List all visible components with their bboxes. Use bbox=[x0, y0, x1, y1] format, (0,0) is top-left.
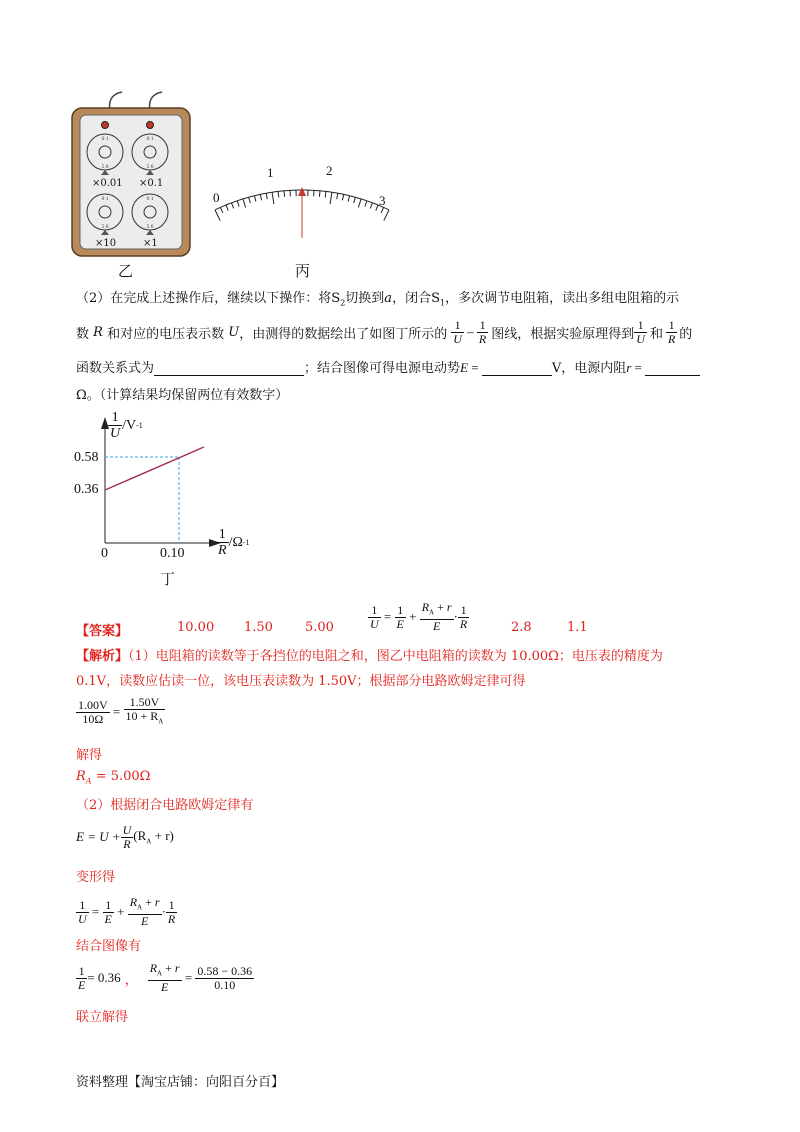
answer-value-4: 2.8 bbox=[511, 620, 532, 635]
x-tick-010: 0.10 bbox=[160, 546, 185, 561]
y-tick-058: 0.58 bbox=[74, 450, 99, 465]
equation-3: $\frac{1}{U}$ = $\frac{1}{E}$ + $\frac{R_A + r}{E}$ · $\frac{1}{R}$ bbox=[78, 894, 176, 929]
answer-label: 【答案】 bbox=[76, 624, 129, 639]
svg-text:5 6: 5 6 bbox=[146, 224, 154, 230]
scale-label-3: 3 bbox=[379, 193, 386, 208]
scale-tick bbox=[243, 199, 246, 208]
scale-tick bbox=[319, 191, 320, 197]
scale-tick bbox=[376, 205, 378, 211]
question2-line4: Ω。（计算结果均保留两位有效数字） bbox=[76, 388, 289, 403]
scale-tick bbox=[232, 203, 234, 209]
scale-tick bbox=[365, 201, 367, 207]
scale-tick bbox=[370, 203, 372, 209]
svg-text:5 6: 5 6 bbox=[101, 224, 109, 230]
scale-tick bbox=[337, 193, 338, 199]
analysis-para2: （2）根据闭合电路欧姆定律有 bbox=[76, 798, 254, 813]
answer-formula: $\frac{1}{U}$ = $\frac{1}{E}$ + $\frac{R_A + r}{E}$ · $\frac{1}{R}$ bbox=[370, 599, 468, 634]
answer-value-1: 10.00 bbox=[177, 620, 215, 635]
question2-line1: （2）在完成上述操作后，继续以下操作：将$S_2$切换到a，闭合$S_1$，多次调节电阻箱，读出多组电阻箱的示 bbox=[76, 291, 680, 308]
figure-bing-caption: 丙 bbox=[295, 262, 311, 280]
scale-tick bbox=[284, 191, 285, 197]
answer-value-3: 5.00 bbox=[305, 620, 334, 635]
scale-tick bbox=[384, 210, 389, 221]
scale-label-2: 2 bbox=[326, 163, 333, 178]
resistance-box-figure bbox=[70, 90, 195, 260]
dial-label-2: ×10 bbox=[95, 238, 117, 249]
question2-line3: 函数关系式为 ；结合图像可得电源电动势E = V，电源内阻r = bbox=[76, 357, 700, 376]
answer-blank-2[interactable] bbox=[482, 375, 552, 376]
svg-text:0 1: 0 1 bbox=[101, 136, 109, 142]
svg-text:5 6: 5 6 bbox=[146, 164, 154, 170]
origin-label: 0 bbox=[101, 546, 108, 561]
dial-label-0: ×0.01 bbox=[92, 178, 123, 189]
svg-text:0 1: 0 1 bbox=[146, 136, 154, 142]
y-axis-label: $\frac{1}{U}$ /V -1 bbox=[110, 410, 143, 441]
scale-tick bbox=[354, 197, 356, 203]
jiehe-label: 结合图像有 bbox=[76, 939, 142, 954]
answer-value-2: 1.50 bbox=[244, 620, 273, 635]
scale-tick bbox=[330, 192, 332, 204]
answer-blank-3[interactable] bbox=[645, 375, 700, 376]
scale-tick bbox=[266, 193, 267, 199]
bianxing-label: 变形得 bbox=[76, 870, 116, 885]
scale-label-1: 1 bbox=[267, 165, 274, 180]
equation-4: $\frac{1}{E}$ = 0.36 ， $\frac{R_A + r}{E}$ = $\frac{0.58 - 0.36}{0.10}$ bbox=[78, 960, 253, 995]
page-footer: 资料整理【淘宝店铺：向阳百分百】 bbox=[76, 1075, 285, 1090]
equation-2: E = U + $\frac{U}{R}$ $(R_A + r)$ bbox=[76, 822, 174, 851]
scale-label-0: 0 bbox=[213, 190, 220, 205]
svg-text:0 1: 0 1 bbox=[146, 196, 154, 202]
figure-yi-caption: 乙 bbox=[118, 262, 134, 280]
scale-tick bbox=[358, 199, 361, 208]
scale-tick bbox=[278, 191, 279, 197]
svg-text:5 6: 5 6 bbox=[101, 164, 109, 170]
x-axis-label: $\frac{1}{R}$ /Ω -1 bbox=[218, 527, 250, 558]
scale-tick bbox=[237, 201, 239, 207]
scale-tick bbox=[249, 197, 251, 203]
dial-label-1: ×0.1 bbox=[139, 178, 164, 189]
answer-value-5: 1.1 bbox=[567, 620, 588, 635]
lianli-label: 联立解得 bbox=[76, 1010, 129, 1025]
analysis-para1b: 0.1V，读数应估读一位，该电压表读数为 1.50V；根据部分电路欧姆定律可得 bbox=[76, 674, 526, 689]
scale-tick bbox=[255, 196, 256, 202]
scale-tick bbox=[325, 191, 326, 197]
scale-tick bbox=[272, 192, 274, 204]
jiede-label: 解得 bbox=[76, 748, 103, 763]
answer-blank-1[interactable] bbox=[154, 375, 304, 376]
voltmeter-scale-figure bbox=[210, 160, 395, 250]
equation-1: $\frac{1.00V}{10\Omega}$ = $\frac{1.50V}{10 + R_A}$ bbox=[78, 694, 164, 726]
scale-tick bbox=[226, 205, 228, 211]
ra-result: $R_A = 5.00\Omega$ bbox=[76, 769, 151, 786]
dial-label-3: ×1 bbox=[143, 238, 158, 249]
scale-tick bbox=[342, 194, 343, 200]
scale-tick bbox=[348, 196, 349, 202]
y-tick-036: 0.36 bbox=[74, 482, 99, 497]
figure-ding-caption: 丁 bbox=[160, 570, 176, 588]
question2-line2: 数 R 和对应的电压表示数 U ，由测得的数据绘出了如图丁所示的 $\frac{1}{U}$ – $\frac{1}{R}$ 图线，根据实验原理得到 $\frac{1}{U}$ 和 $\frac{1}{R}$ 的 bbox=[76, 317, 693, 346]
scale-tick bbox=[215, 210, 220, 221]
scale-tick bbox=[220, 207, 223, 213]
analysis-para1: 【解析】（1）电阻箱的读数等于各挡位的电阻之和，图乙中电阻箱的读数为 10.00Ω；电压表的精度为 bbox=[76, 649, 663, 664]
data-line bbox=[105, 447, 204, 490]
svg-text:0 1: 0 1 bbox=[101, 196, 109, 202]
scale-tick bbox=[260, 194, 261, 200]
